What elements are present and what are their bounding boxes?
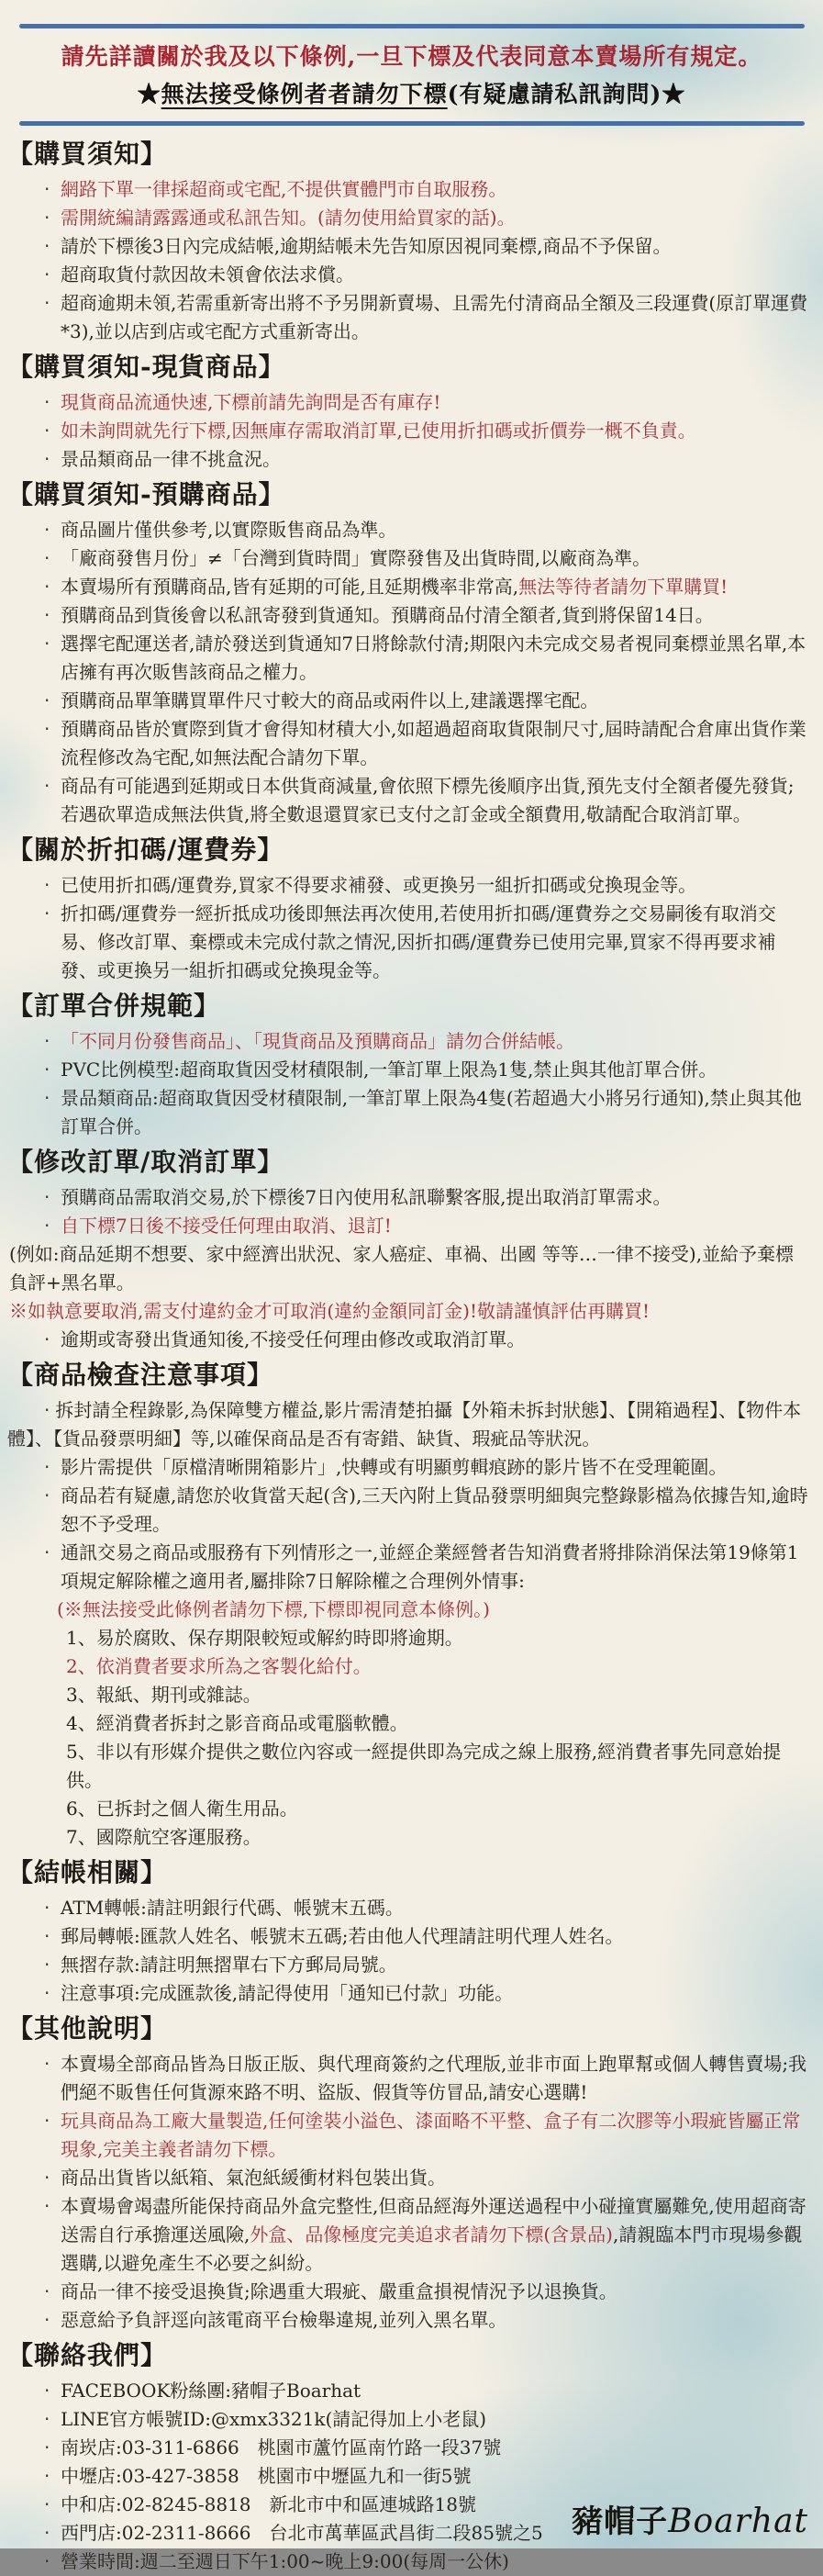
text-segment: 本賣場所有預購商品,皆有延期的可能,且延期機率非常高,: [61, 576, 519, 598]
shop-name-zh: 豬帽子: [572, 2503, 669, 2540]
section-title: 【修改訂單/取消訂單】: [7, 1147, 284, 1177]
section-order-merging: [0, 988, 810, 1141]
text-segment: 超商逾期未領,若需重新寄出將不予另開新賣場、且需先付清商品全額及三段運費(原訂單運費*3),並以店到店或宅配方式重新寄出。: [61, 292, 808, 342]
text-segment: 通訊交易之商品或服務有下列情形之一,並經企業經營者告知消費者將排除消保法第19條第1項規定解除權之適用者,屬排除7日解除權之合理例外情事:: [61, 1541, 799, 1592]
text-segment: 本賣場全部商品皆為日版正版、與代理商簽約之代理版,並非市面上跑單幫或個人轉售賣場;我們絕不販售任何貨源來路不明、盜版、假貨等仿冒品,請安心選購!: [61, 2053, 807, 2103]
text-segment: LINE官方帳號ID:@xmx3321k(請記得加上小老鼠): [61, 2408, 487, 2430]
terms-item: [0, 1979, 810, 2008]
section-title: 【聯絡我們】: [7, 2340, 168, 2370]
text-segment: 預購商品皆於實際到貨才會得知材積大小,如超過超商取貨限制尺寸,屆時請配合倉庫出貨作業流程修改為宅配,如無法配合請勿下單。: [61, 718, 806, 768]
terms-item: [0, 1240, 810, 1297]
section-title: 【結帳相關】: [7, 1857, 168, 1887]
text-segment: 現貨商品流通快速,下標前請先詢問是否有庫存!: [61, 391, 441, 413]
text-segment: 影片需提供「原檔清晰開箱影片」,快轉或有明顯剪輯痕跡的影片皆不在受理範圍。: [61, 1456, 728, 1478]
terms-item: [0, 1084, 810, 1141]
text-segment: (※無法接受此條例者請勿下標,下標即視同意本條例。): [57, 1598, 490, 1620]
text-segment: FACEBOOK粉絲團:豬帽子Boarhat: [61, 2380, 361, 2402]
section-title: 【訂單合併規範】: [7, 991, 221, 1021]
terms-item: [0, 1738, 810, 1795]
terms-item: [0, 1894, 810, 1922]
text-segment: 7、國際航空客運服務。: [66, 1826, 261, 1848]
text-segment: 營業時間:週二至週日下午1:00~晚上9:00(每周一公休): [61, 2550, 509, 2572]
terms-item: [0, 388, 810, 417]
section-inspection-notes: [0, 1357, 810, 1852]
text-segment: 1、易於腐敗、保存期限較短或解約時即將逾期。: [66, 1627, 463, 1649]
terms-item: [0, 1922, 810, 1951]
terms-item: [0, 573, 810, 601]
terms-item: [0, 2434, 810, 2462]
text-segment: 郵局轉帳:匯款人姓名、帳號末五碼;若由他人代理請註明代理人姓名。: [61, 1925, 624, 1947]
terms-item: [0, 175, 810, 204]
terms-item: [0, 1596, 810, 1624]
text-segment: ※如執意要取消,需支付違約金才可取消(違約金額同訂金)!敬請謹慎評估再購買!: [9, 1300, 651, 1322]
section-purchase-notice: [0, 136, 810, 346]
top-rule: [19, 24, 805, 28]
text-segment: 無摺存款:請註明無摺單右下方郵局局號。: [61, 1954, 397, 1976]
text-segment: 南崁店:03-311-6866 桃園市蘆竹區南竹路一段37號: [61, 2436, 502, 2458]
section-title: 【購買須知-預購商品】: [7, 479, 285, 510]
text-segment: 預購商品單筆購買單件尺寸較大的商品或兩件以上,建議選擇宅配。: [61, 689, 599, 711]
section-other-notes: [0, 2010, 810, 2335]
terms-item: [0, 2164, 810, 2192]
section-title: 【購買須知】: [7, 139, 168, 169]
star-icon: ★: [137, 81, 161, 107]
terms-item: [0, 232, 810, 261]
terms-item: [0, 1183, 810, 1212]
text-segment: 「廠商發售月份」≠「台灣到貨時間」實際發售及出貨時間,以廠商為準。: [61, 547, 651, 569]
text-segment: 需開統編請露露通或私訊告知。(請勿使用給買家的話)。: [61, 207, 516, 229]
text-segment: 逾期或寄發出貨通知後,不接受任何理由修改或取消訂單。: [61, 1328, 526, 1350]
text-segment: ,請親臨本門市現場參觀選購,以避免產生不必要之糾紛。: [61, 2223, 803, 2274]
text-segment: 請於下標後3日內完成結帳,逾期結帳未先告知原因視同棄標,商品不予保留。: [61, 235, 672, 257]
terms-item: [0, 1681, 810, 1709]
text-segment: 注意事項:完成匯款後,請記得使用「通知已付款」功能。: [61, 1982, 514, 2004]
banner-star-line: [0, 78, 823, 110]
terms-item: [0, 900, 810, 985]
text-segment: 拆封請全程錄影,為保障雙方權益,影片需清楚拍攝【外箱未拆封狀態】、【開箱過程】、【物件本體】、【貨品發票明細】等,以確保商品是否有寄錯、缺貨、瑕疵品等狀況。: [7, 1399, 802, 1450]
text-segment: 玩具商品為工廠大量製造,任何塗裝小溢色、漆面略不平整、盒子有二次膠等小瑕疵皆屬正常現象,完美主義者請勿下標。: [61, 2110, 801, 2160]
terms-item: [0, 1482, 810, 1539]
terms-item: [0, 2278, 810, 2306]
terms-item: [0, 772, 810, 829]
text-segment: 商品若有疑慮,請您於收貨當天起(含),三天內附上貨品發票明細與完整錄影檔為依據告知,逾時恕不予受理。: [61, 1484, 808, 1535]
text-segment: 如未詢問就先行下標,因無庫存需取消訂單,已使用折扣碼或折價券一概不負責。: [61, 420, 696, 442]
terms-item: [0, 715, 810, 772]
terms-item: [0, 1297, 810, 1326]
terms-item: [0, 1056, 810, 1084]
text-segment: PVC比例模型:超商取貨因受材積限制,一筆訂單上限為1隻,禁止與其他訂單合併。: [61, 1058, 717, 1081]
section-modify-cancel-order: [0, 1144, 810, 1354]
text-segment: 已使用折扣碼/運費券,買家不得要求補發、或更換另一組折扣碼或兌換現金等。: [61, 874, 697, 896]
terms-item: [0, 601, 810, 630]
section-discount-shipping-coupons: [0, 832, 810, 985]
terms-item: [0, 2548, 810, 2576]
terms-item: [0, 1453, 810, 1482]
terms-item: [0, 871, 810, 900]
text-segment: 折扣碼/運費券一經折抵成功後即無法再次使用,若使用折扣碼/運費券之交易嗣後有取消交易、修改訂單、棄標或未完成付款之情況,因折扣碼/運費券已使用完畢,買家不得再要求補發、或更換另一組折扣碼或兌換現金等。: [61, 902, 776, 981]
star-icon: ★: [662, 81, 686, 107]
terms-item: [0, 2405, 810, 2434]
section-purchase-notice-preorder: [0, 476, 810, 829]
terms-item: [0, 2306, 810, 2335]
text-segment: 商品出貨皆以紙箱、氣泡紙緩衝材料包裝出貨。: [61, 2167, 446, 2189]
text-segment: (例如:商品延期不想要、家中經濟出狀況、家人癌症、車禍、出國 等等…一律不接受),並給予棄標負評+黑名單。: [9, 1243, 795, 1294]
terms-item: [0, 1396, 810, 1453]
terms-item: [0, 1951, 810, 1979]
terms-item: [0, 687, 810, 715]
banner: [0, 0, 823, 126]
text-segment: 商品圖片僅供參考,以實際販售商品為準。: [61, 519, 397, 541]
star-underlined-text: 無法接受條例者者請勿下標: [161, 81, 448, 107]
terms-item: [0, 1823, 810, 1852]
terms-item: [0, 289, 810, 346]
text-segment: 中壢店:03-427-3858 桃園市中壢區九和一街5號: [61, 2465, 472, 2487]
terms-item: [0, 516, 810, 544]
text-segment: 3、報紙、期刊或雜誌。: [66, 1684, 261, 1706]
terms-item: [0, 1326, 810, 1354]
text-segment: 本賣場會竭盡所能保持商品外盒完整性,但商品經海外運送過程中小碰撞實屬難免,使用超商寄送需自行承擔運送風險,: [61, 2195, 806, 2246]
text-segment: 4、經消費者拆封之影音商品或電腦軟體。: [66, 1712, 408, 1734]
shop-name-en: Boarhat: [668, 2503, 808, 2540]
section-title: 【關於折扣碼/運費券】: [7, 834, 284, 865]
text-segment: 預購商品需取消交易,於下標後7日內使用私訊聯繫客服,提出取消訂單需求。: [61, 1186, 672, 1208]
text-segment: 西門店:02-2311-8666 台北市萬華區武昌街二段85號之5: [61, 2522, 543, 2544]
terms-item: [0, 417, 810, 445]
text-segment: 景品類商品一律不挑盒況。: [61, 448, 281, 470]
text-segment: 中和店:02-8245-8818 新北市中和區連城路18號: [61, 2493, 476, 2515]
text-segment: 商品有可能遇到延期或日本供貨商減量,會依照下標先後順序出貨,預先支付全額者優先發貨;若遇砍單造成無法供貨,將全數退還買家已支付之訂金或全額費用,敬請配合取消訂單。: [61, 775, 795, 825]
section-purchase-notice-in-stock: [0, 349, 810, 474]
text-segment: 預購商品到貨後會以私訊寄發到貨通知。預購商品付清全額者,貨到將保留14日。: [61, 604, 714, 626]
terms-item: [0, 1212, 810, 1240]
terms-item: [0, 1795, 810, 1823]
text-segment: 5、非以有形媒介提供之數位內容或一經提供即為完成之線上服務,經消費者事先同意始提供。: [66, 1741, 782, 1791]
shop-signature: [572, 2496, 808, 2541]
section-title: 【商品檢查注意事項】: [7, 1360, 274, 1390]
section-checkout: [0, 1854, 810, 2008]
terms-item: [0, 2462, 810, 2491]
star-rest-text: (有疑慮請私訊詢問): [447, 81, 662, 107]
section-title: 【其他說明】: [7, 2013, 168, 2044]
text-segment: 商品一律不接受退換貨;除遇重大瑕疵、嚴重盒損視情況予以退換貨。: [61, 2280, 617, 2302]
text-segment: 景品類商品:超商取貨因受材積限制,一筆訂單上限為4隻(若超過大小將另行通知),禁止與其他訂單合併。: [61, 1087, 802, 1137]
terms-item: [0, 204, 810, 232]
section-title: 【購買須知-現貨商品】: [7, 352, 285, 382]
terms-item: [0, 2377, 810, 2405]
text-segment: 自下標7日後不接受任何理由取消、退訂!: [61, 1215, 392, 1237]
terms-item: [0, 2107, 810, 2164]
terms-item: [0, 1709, 810, 1738]
text-segment: 惡意給予負評逕向該電商平台檢舉違規,並列入黑名單。: [61, 2309, 507, 2331]
text-segment: 超商取貨付款因故未領會依法求償。: [61, 263, 354, 286]
terms-item: [0, 544, 810, 573]
terms-item: [0, 445, 810, 474]
terms-item: [0, 1027, 810, 1056]
text-segment: 外盒、品像極度完美追求者請勿下標(含景品): [250, 2223, 613, 2246]
sections: [0, 126, 823, 2576]
terms-item: [0, 261, 810, 289]
text-segment: 選擇宅配運送者,請於發送到貨通知7日將餘款付清;期限內未完成交易者視同棄標並黑名單,本店擁有再次販售該商品之權力。: [61, 633, 806, 683]
terms-item: [0, 2192, 810, 2278]
text-segment: 網路下單一律採超商或宅配,不提供實體門市自取服務。: [61, 178, 507, 200]
text-segment: 無法等待者請勿下單購買!: [518, 576, 728, 598]
text-segment: ATM轉帳:請註明銀行代碼、帳號末五碼。: [61, 1897, 404, 1919]
terms-item: [0, 2050, 810, 2107]
terms-item: [0, 1652, 810, 1681]
terms-item: [0, 630, 810, 687]
text-segment: 2、依消費者要求所為之客製化給付。: [66, 1655, 372, 1677]
text-segment: 6、已拆封之個人衛生用品。: [66, 1798, 298, 1820]
terms-item: [0, 1624, 810, 1652]
text-segment: 「不同月份發售商品」、「現貨商品及預購商品」請勿合併結帳。: [61, 1030, 574, 1052]
banner-title: 請先詳讀關於我及以下條例,一旦下標及代表同意本賣場所有規定。: [61, 43, 762, 70]
terms-item: [0, 1539, 810, 1596]
